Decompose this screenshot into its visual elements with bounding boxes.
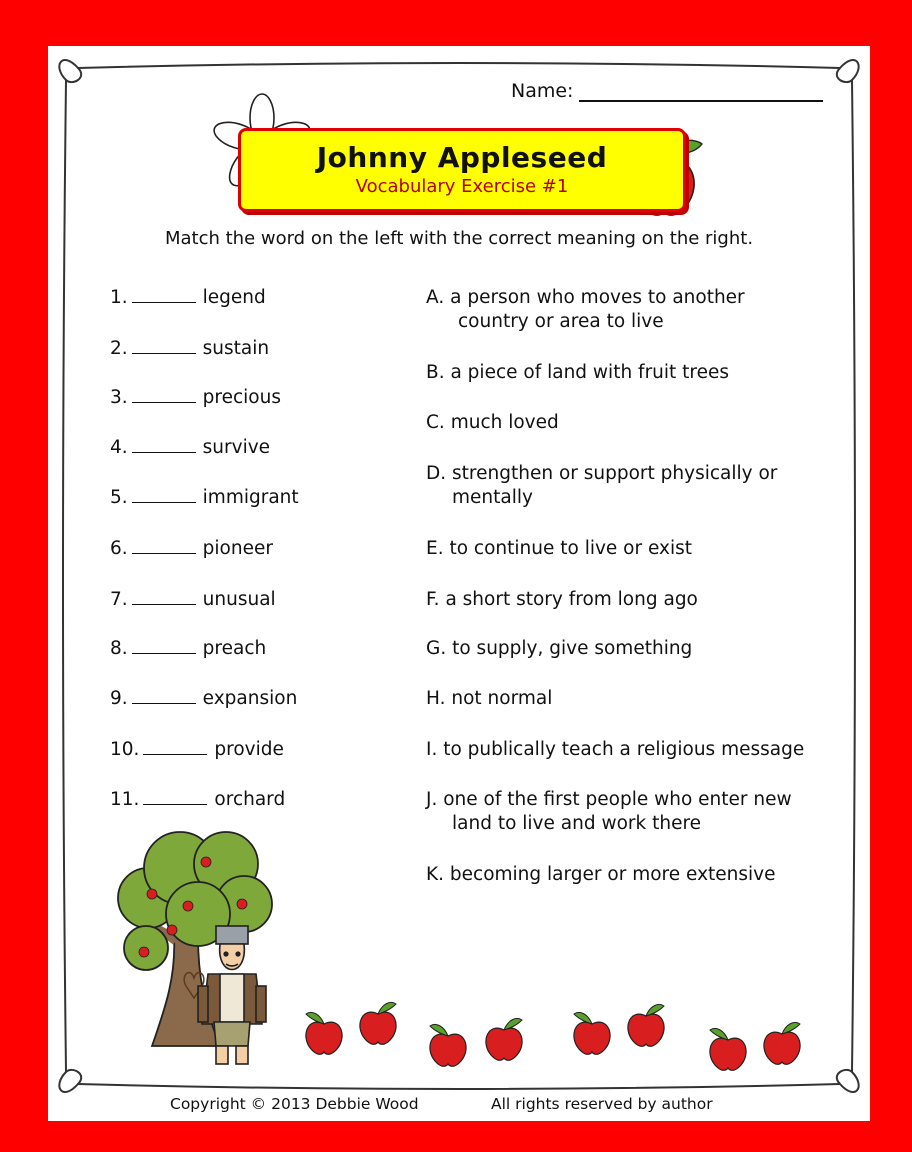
- worksheet-title: Johnny Appleseed: [316, 141, 608, 174]
- definition-item: H. not normal: [426, 688, 553, 709]
- word-item: 3. precious: [110, 387, 281, 408]
- definition-item: B. a piece of land with fruit trees: [426, 362, 730, 383]
- answer-blank[interactable]: [132, 286, 196, 303]
- name-blank-line[interactable]: [579, 80, 823, 102]
- definition-item: A. a person who moves to another country or area to live: [426, 287, 745, 332]
- answer-blank[interactable]: [132, 436, 196, 453]
- definition-item: G. to supply, give something: [426, 638, 693, 659]
- rights-text: All rights reserved by author: [491, 1095, 713, 1113]
- word-item: 1. legend: [110, 287, 266, 308]
- answer-blank[interactable]: [132, 637, 196, 654]
- answer-blank[interactable]: [132, 687, 196, 704]
- definition-item: J. one of the first people who enter new land to live and work there: [426, 789, 792, 834]
- definition-item: F. a short story from long ago: [426, 589, 698, 610]
- word-item: 10. provide: [110, 739, 284, 760]
- word-item: 8. preach: [110, 638, 267, 659]
- word-item: 11. orchard: [110, 789, 286, 810]
- answer-blank[interactable]: [132, 486, 196, 503]
- word-item: 6. pioneer: [110, 538, 273, 559]
- answer-blank[interactable]: [143, 738, 207, 755]
- definition-item: K. becoming larger or more extensive: [426, 864, 776, 885]
- answer-blank[interactable]: [132, 537, 196, 554]
- answer-blank[interactable]: [132, 386, 196, 403]
- name-field-row: [511, 80, 823, 102]
- copyright-text: Copyright © 2013 Debbie Wood: [170, 1095, 419, 1113]
- answer-blank[interactable]: [132, 337, 196, 354]
- answer-blank[interactable]: [132, 588, 196, 605]
- definition-item: E. to continue to live or exist: [426, 538, 693, 559]
- apple-row-illustration: [306, 1002, 800, 1070]
- instruction-text: Match the word on the left with the correct meaning on the right.: [164, 228, 754, 249]
- answer-blank[interactable]: [143, 788, 207, 805]
- worksheet-page: [48, 46, 870, 1121]
- word-item: 4. survive: [110, 437, 271, 458]
- worksheet-subtitle: Vocabulary Exercise #1: [355, 176, 569, 197]
- title-banner: [238, 128, 686, 212]
- word-item: 9. expansion: [110, 688, 298, 709]
- word-item: 5. immigrant: [110, 487, 299, 508]
- name-label: Name:: [511, 80, 574, 102]
- definition-item: C. much loved: [426, 412, 559, 433]
- word-item: 7. unusual: [110, 589, 276, 610]
- word-item: 2. sustain: [110, 338, 270, 359]
- definition-item: I. to publically teach a religious message: [426, 739, 805, 760]
- definition-item: D. strengthen or support physically or mentally: [426, 463, 778, 508]
